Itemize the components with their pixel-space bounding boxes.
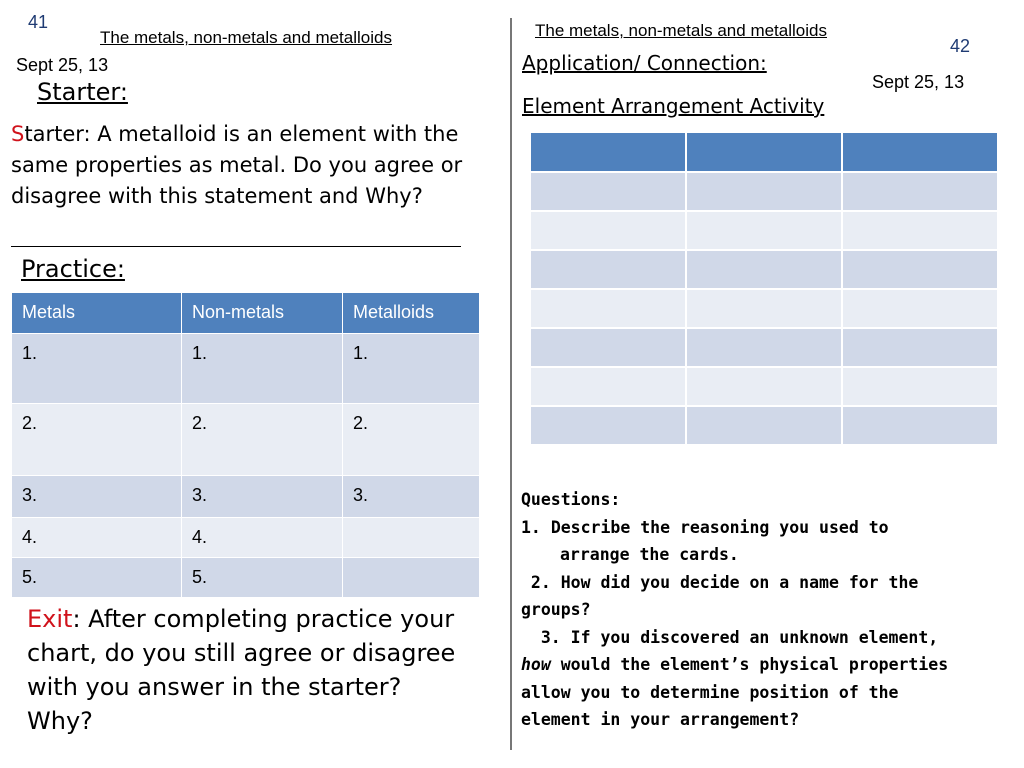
- table-cell: [530, 406, 686, 445]
- table-cell: [686, 328, 842, 367]
- header-cell: [530, 132, 686, 172]
- table-row: [12, 404, 480, 476]
- question-3-text: would the element’s physical properties: [550, 655, 949, 674]
- activity-table: [529, 131, 999, 446]
- table-cell: [686, 250, 842, 289]
- table-cell: 1.: [343, 334, 480, 404]
- table-row: [530, 250, 998, 289]
- table-cell: [530, 289, 686, 328]
- question-2-continuation: groups?: [521, 600, 591, 619]
- question-3-continuation: [521, 651, 1016, 679]
- table-cell: [842, 289, 998, 328]
- table-row: [530, 367, 998, 406]
- table-cell: [842, 367, 998, 406]
- table-row: [530, 328, 998, 367]
- table-cell: 4.: [182, 518, 343, 558]
- page-title-right: The metals, non-metals and metalloids: [535, 21, 827, 40]
- table-cell: 3.: [12, 476, 182, 518]
- table-row: [530, 172, 998, 211]
- page-title-left: The metals, non-metals and metalloids: [100, 28, 392, 47]
- table-cell: [530, 250, 686, 289]
- column-header-metals: Metals: [12, 293, 182, 334]
- table-cell: [343, 558, 480, 598]
- table-header-row: [530, 132, 998, 172]
- table-cell: 3.: [343, 476, 480, 518]
- table-cell: [343, 518, 480, 558]
- question-1-text: Describe the reasoning you used to: [550, 517, 889, 537]
- table-cell: 2.: [12, 404, 182, 476]
- table-cell: 3.: [182, 476, 343, 518]
- table-row: [530, 211, 998, 250]
- header-cell: [686, 132, 842, 172]
- starter-first-letter: S: [11, 122, 25, 146]
- table-row: [12, 334, 480, 404]
- question-3-line: 3. If you discovered an unknown element,: [521, 627, 939, 647]
- table-cell: 1.: [12, 334, 182, 404]
- questions-block: [521, 486, 1016, 734]
- table-cell: 2.: [343, 404, 480, 476]
- exit-label: Exit: [27, 605, 73, 633]
- starter-text-body: tarter: A metalloid is an element with the same properties as metal. Do you agree or disagree with this statement and Why?: [11, 122, 463, 208]
- table-row: [12, 476, 480, 518]
- activity-heading: Element Arrangement Activity: [522, 94, 825, 118]
- divider-rule: [11, 246, 461, 247]
- starter-text: [11, 119, 486, 212]
- table-cell: [842, 211, 998, 250]
- table-cell: 2.: [182, 404, 343, 476]
- table-row: [530, 406, 998, 445]
- question-3-emphasis: how: [521, 655, 551, 674]
- header-cell: [842, 132, 998, 172]
- application-heading: Application/ Connection:: [522, 51, 767, 75]
- table-cell: [842, 328, 998, 367]
- page-divider: [510, 18, 512, 750]
- question-1-number: 1.: [521, 517, 541, 537]
- table-cell: [842, 406, 998, 445]
- date-left: Sept 25, 13: [16, 55, 109, 75]
- question-2-line: 2. How did you decide on a name for the: [521, 572, 919, 592]
- table-cell: [686, 406, 842, 445]
- starter-heading: Starter:: [37, 78, 128, 106]
- table-cell: [686, 289, 842, 328]
- column-header-metalloids: Metalloids: [343, 293, 480, 334]
- question-1-continuation: arrange the cards.: [560, 545, 739, 564]
- table-cell: 5.: [12, 558, 182, 598]
- table-cell: [686, 211, 842, 250]
- table-cell: [842, 250, 998, 289]
- date-right: Sept 25, 13: [872, 72, 965, 92]
- column-header-non-metals: Non-metals: [182, 293, 343, 334]
- question-3-continuation-3: element in your arrangement?: [521, 710, 800, 729]
- table-row: [530, 289, 998, 328]
- page-number-right: 42: [950, 36, 971, 56]
- questions-heading: Questions:: [521, 490, 621, 509]
- table-cell: [530, 367, 686, 406]
- practice-heading: Practice:: [21, 255, 125, 283]
- table-cell: [686, 367, 842, 406]
- table-row: [12, 518, 480, 558]
- practice-table: [11, 292, 480, 598]
- table-cell: [842, 172, 998, 211]
- question-3-continuation-2: allow you to determine position of the: [521, 682, 899, 702]
- page-number-left: 41: [28, 12, 49, 32]
- question-1-line: [521, 514, 1016, 542]
- table-cell: [530, 328, 686, 367]
- table-cell: [530, 211, 686, 250]
- table-row: [12, 558, 480, 598]
- table-cell: [686, 172, 842, 211]
- exit-text-body: : After completing practice your chart, do you still agree or disagree with you answer in the starter? Why?: [27, 605, 456, 735]
- table-cell: [530, 172, 686, 211]
- table-cell: 4.: [12, 518, 182, 558]
- table-header-row: [12, 293, 480, 334]
- table-cell: 1.: [182, 334, 343, 404]
- exit-prompt: [27, 602, 467, 738]
- table-cell: 5.: [182, 558, 343, 598]
